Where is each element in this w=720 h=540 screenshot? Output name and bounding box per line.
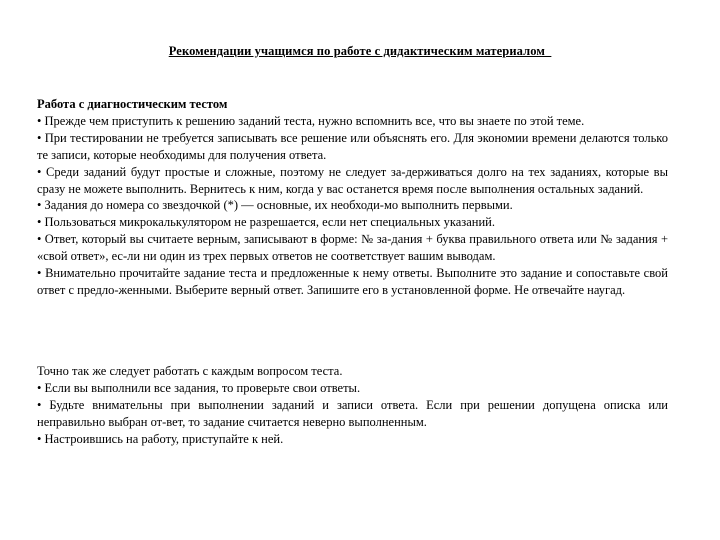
paragraph-prepare: • Прежде чем приступить к решению заданий теста, нужно вспомнить все, что вы знаете по этой теме. (37, 113, 585, 128)
paragraph-star-tasks: • Задания до номера со звездочкой (*) — основные, их необходи-мо выполнить первыми. (37, 198, 513, 213)
paragraph-check-answers: • Если вы выполнили все задания, то проверьте свои ответы. (37, 380, 361, 395)
paragraph-answer-format: • Ответ, который вы считаете верным, записывают в форме: № за-дания + буква правильного ответа или № задания + «свой ответ», ес-ли ни один из трех первых ответов не соответствует вашим выводам. (37, 232, 668, 264)
paragraph-no-calculator: • Пользоваться микрокалькулятором не разрешается, если нет специальных указаний. (37, 215, 495, 230)
section-general-advice (37, 363, 668, 448)
paragraph-get-to-work: • Настроившись на работу, приступайте к ней. (37, 431, 284, 446)
paragraph-simple-and-hard: • Среди заданий будут простые и сложные, поэтому не следует за-держиваться долго на тех заданиях, которые вы сразу не можете выполнить. Вернитесь к ним, когда у вас останется время после выполнения остальных заданий. (37, 164, 668, 196)
paragraph-be-attentive: • Будьте внимательны при выполнении заданий и записи ответа. Если при решении допущена описка или неправильно выбран от-вет, то задание считается неверно выполненным. (37, 397, 668, 429)
paragraph-each-question: Точно так же следует работать с каждым вопросом теста. (37, 364, 343, 378)
document-title: Рекомендации учащимся по работе с дидактическим материалом_ (168, 44, 552, 58)
paragraph-read-carefully: • Внимательно прочитайте задание теста и предложенные к нему ответы. Выполните это задание и сопоставьте свой ответ с предло-женными. Выберите верный ответ. Запишите его в установленной форме. Не отвечайте наугад. (37, 266, 668, 297)
section-heading: Работа с диагностическим тестом (37, 97, 228, 111)
paragraph-no-full-solution: • При тестировании не требуется записывать все решение или объяснять его. Для экономии времени делаются только те записи, которые необходимы для получения ответа. (37, 130, 668, 162)
section-diagnostic-test (37, 96, 668, 299)
